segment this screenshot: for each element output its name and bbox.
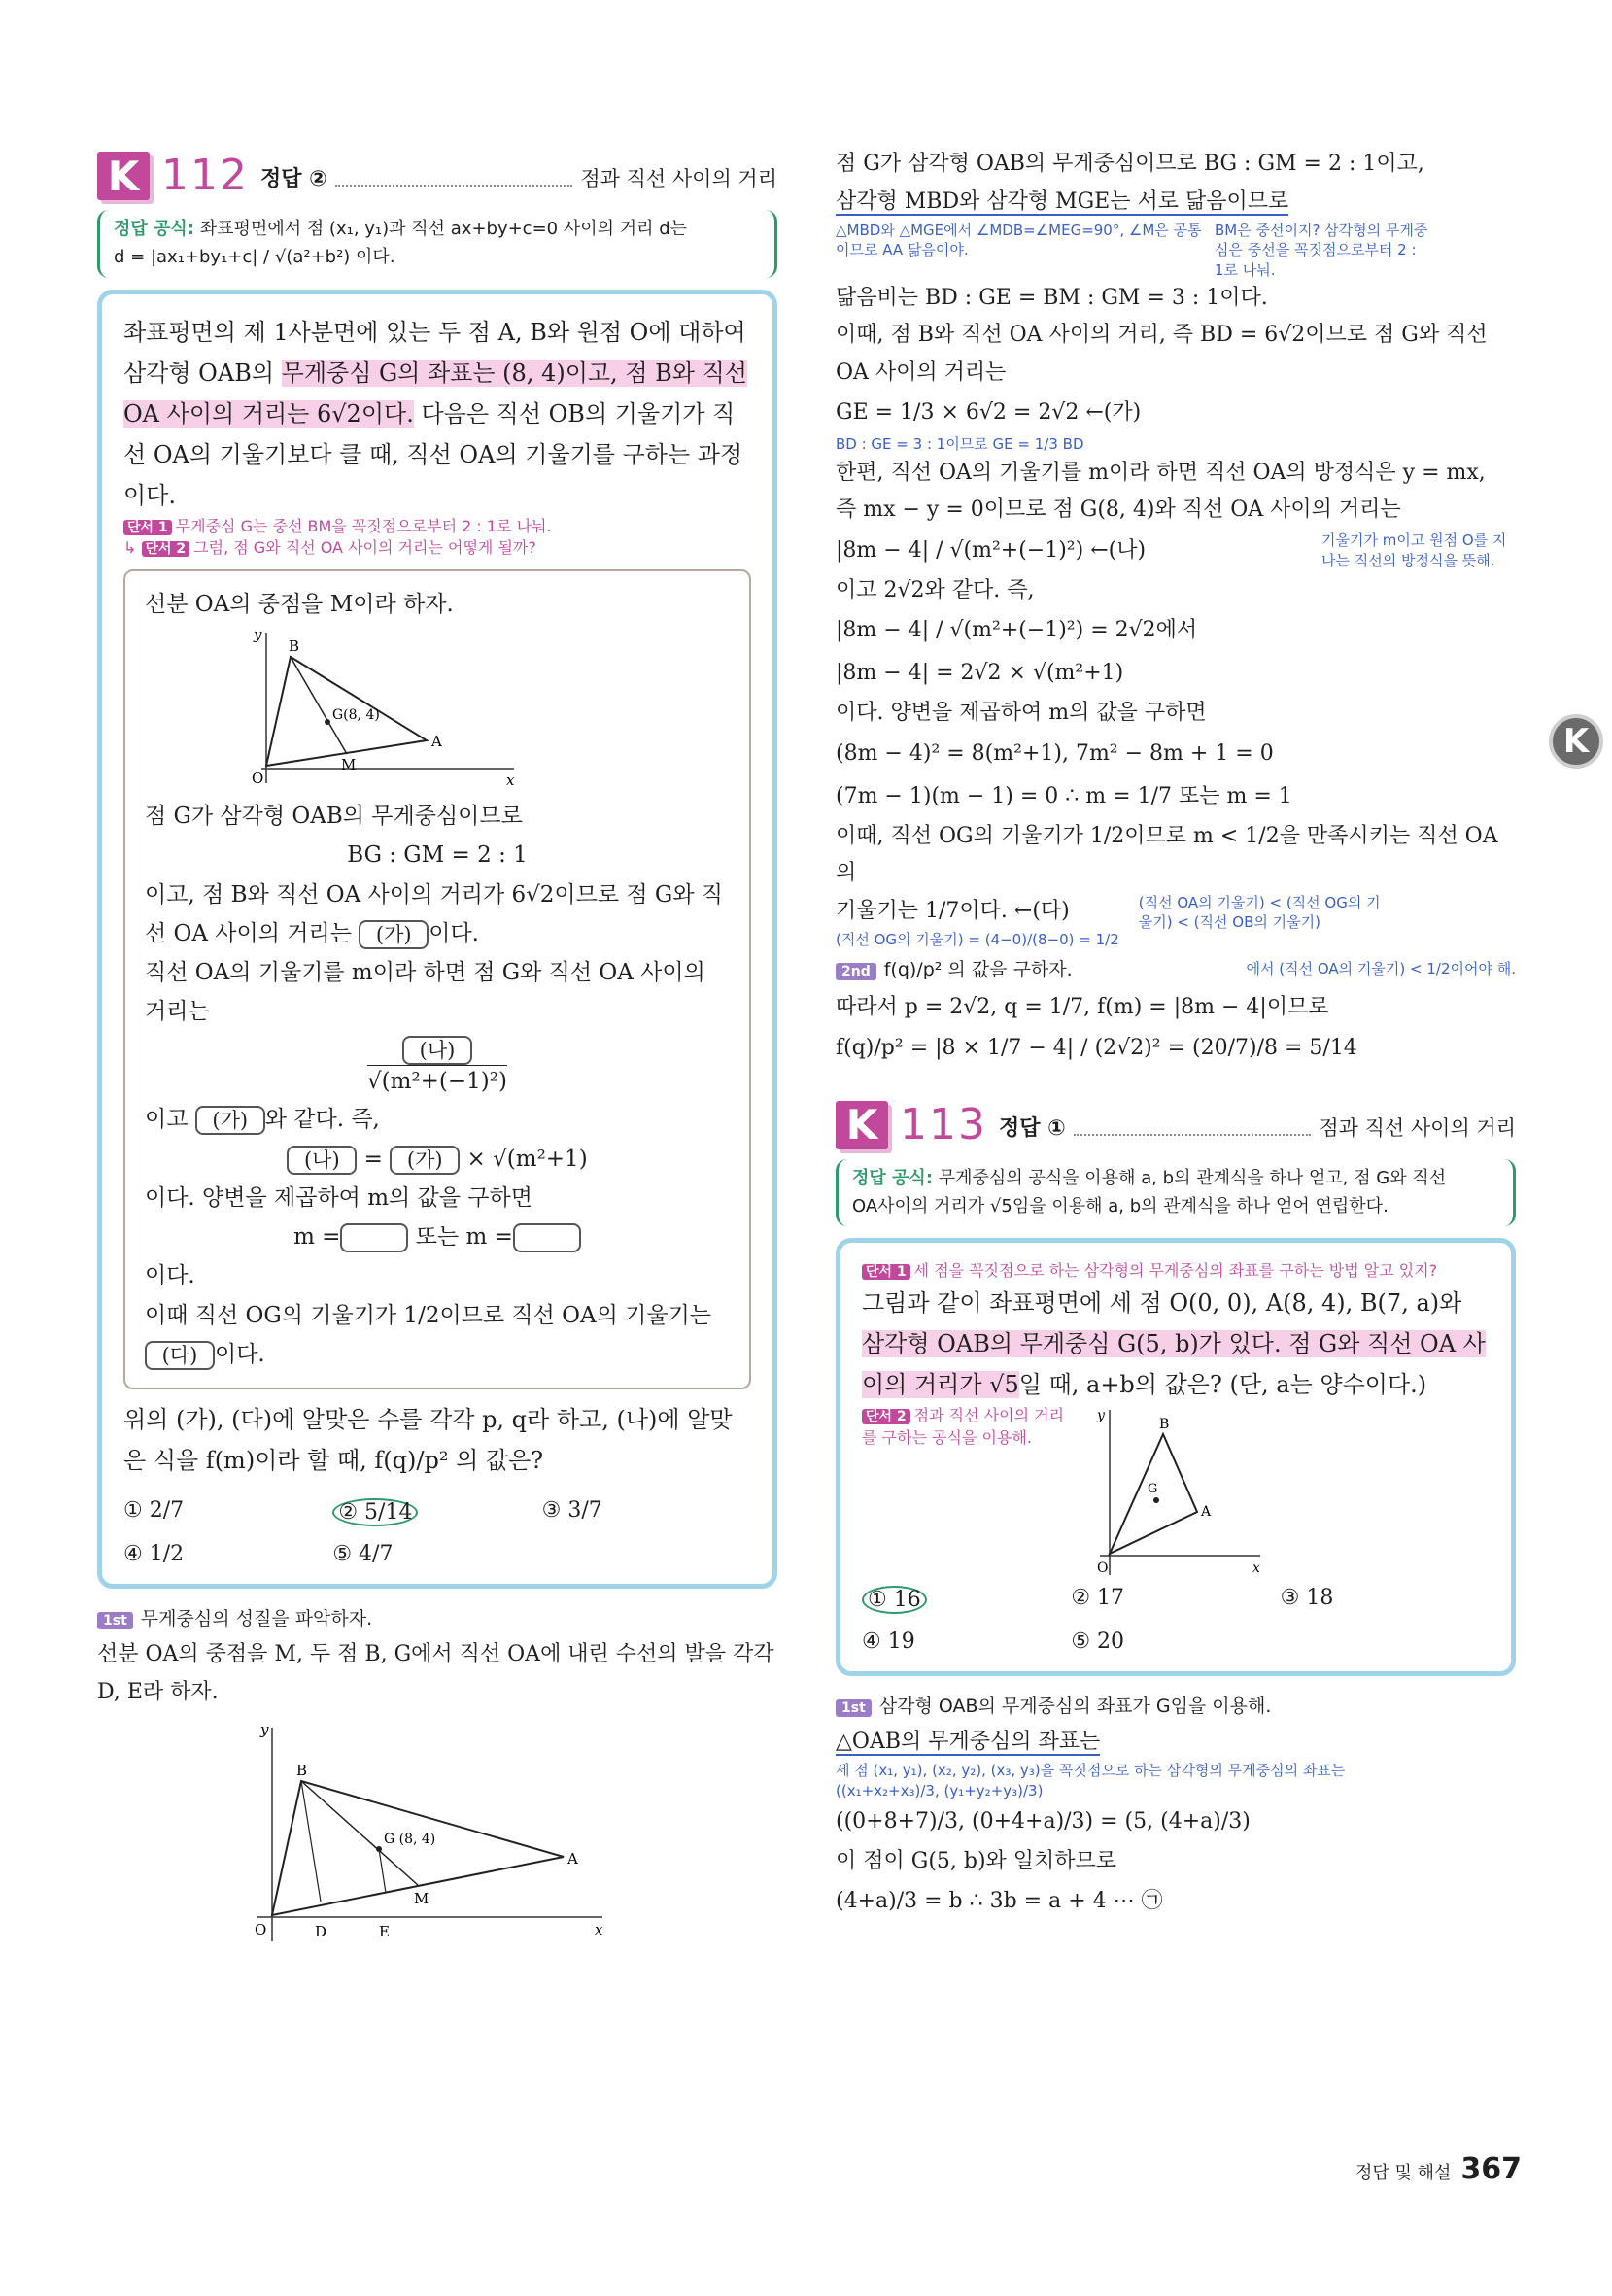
formula-line-2: d = |ax₁+by₁+c| / √(a²+b²) 이다. — [114, 246, 395, 267]
choice-2-circled: ② 5/14 — [332, 1498, 418, 1526]
solution-113-step-1 — [836, 1692, 1516, 1718]
label2-o: O — [255, 1921, 267, 1939]
solution-step-2 — [836, 955, 1073, 981]
point-g — [325, 719, 330, 725]
choice-1[interactable]: ① 2/7 — [123, 1498, 185, 1524]
label-b: B — [289, 637, 300, 656]
proof-line-8: 이다. 양변을 제곱하여 m의 값을 구하면 — [145, 1184, 532, 1211]
point-g-3 — [1153, 1497, 1159, 1503]
choice-2[interactable] — [332, 1498, 541, 1526]
blank-empty-1 — [340, 1223, 408, 1252]
proof-line-6-a: 이고 — [145, 1107, 189, 1133]
median-bm — [291, 657, 347, 754]
sol113-line-1-text: △OAB의 무게중심의 좌표는 — [836, 1729, 1101, 1754]
proof-line-6-b: 와 같다. 즉, — [264, 1107, 380, 1133]
step-1-title: 무게중심의 성질을 파악하자. — [140, 1608, 373, 1630]
right-column — [836, 146, 1516, 1923]
label-y: y — [254, 628, 262, 644]
label3-o: O — [1097, 1559, 1109, 1576]
note-oa-slope: 에서 (직선 OA의 기울기) < 1/2이어야 해. — [1246, 959, 1516, 977]
label2-e: E — [379, 1923, 390, 1941]
answer-choices — [123, 1498, 751, 1566]
sol-line-11: |8m − 4| = 2√2 × √(m²+1) — [836, 661, 1124, 685]
hint-2-tag: 단서 2 — [142, 541, 190, 557]
formula-line-1: 좌표평면에서 점 (x₁, y₁)과 직선 ax+by+c=0 사이의 거리 d는 — [199, 219, 688, 239]
label-o: O — [252, 770, 264, 788]
blank-da: (다) — [145, 1341, 215, 1370]
proof-line-4 — [145, 875, 730, 954]
blank-ga-3: (가) — [390, 1146, 460, 1175]
label2-b: B — [296, 1762, 308, 1780]
label2-y: y — [260, 1723, 269, 1739]
note-slope-order: (직선 OA의 기울기) < (직선 OG의 기울기) < (직선 OB의 기울기) — [1138, 893, 1381, 931]
proof-line-11-text: 이때 직선 OG의 기울기가 1/2이므로 직선 OA의 기울기는 — [145, 1302, 712, 1328]
label3-g: G — [1148, 1481, 1158, 1496]
choice-113-2[interactable]: ② 17 — [1071, 1585, 1125, 1610]
note-og-slope: (직선 OG의 기울기) = (4−0)/(8−0) = 1/2 — [836, 931, 1119, 948]
problem-number-113: 113 — [900, 1099, 987, 1149]
question-text — [123, 312, 751, 516]
sol-line-17: 따라서 p = 2√2, q = 1/7, f(m) = |8m − 4|이므로 — [836, 995, 1329, 1020]
proof-fraction — [145, 1036, 730, 1097]
proof-line-4-text: 이고, 점 B와 직선 OA 사이의 거리가 6√2이므로 점 G와 직선 OA 사이의 거리는 — [145, 881, 724, 946]
label-g: G(8, 4) — [332, 707, 380, 724]
q113-part-1: 그림과 같이 좌표평면에 세 점 O(0, 0), A(8, 4), B(7, a)와 — [862, 1288, 1462, 1317]
sol-line-10: |8m − 4| / √(m²+(−1)²) = 2√2에서 — [836, 618, 1198, 642]
problem-number: 112 — [161, 151, 249, 200]
note-aa-similarity: △MBD와 △MGE에서 ∠MDB=∠MEG=90°, ∠M은 공통이므로 AA 닮음이야. — [836, 222, 1202, 259]
question-highlight: 무게중심 G의 좌표는 (8, 4)이고, 점 B와 직선 OA 사이의 거리는 6√2이다. — [123, 359, 747, 428]
sol-line-7: 즉 mx − y = 0이므로 점 G(8, 4)와 직선 OA 사이의 거리는 — [836, 497, 1401, 522]
proof-line-1: 선분 OA의 중점을 M이라 하자. — [145, 591, 454, 617]
sol-line-9: 이고 2√2와 같다. 즉, — [836, 577, 1035, 602]
problem-112-header — [97, 146, 777, 200]
solution-step-1 — [97, 1604, 777, 1630]
fraction-denominator: √(m²+(−1)²) — [367, 1065, 507, 1097]
sol-line-5: GE = 1/3 × 6√2 = 2√2 ←(가) — [836, 400, 1142, 426]
proof-line-7-text: × √(m²+1) — [466, 1146, 588, 1172]
answer-label: 정답 ② — [259, 167, 327, 191]
topic-label-113: 점과 직선 사이의 거리 — [1319, 1115, 1516, 1140]
proof-box — [123, 569, 751, 1389]
label3-x: x — [1252, 1559, 1260, 1576]
step-113-1-tag: 1st — [836, 1699, 872, 1717]
q113-figure-row — [862, 1405, 1490, 1580]
left-column — [97, 146, 777, 1946]
sol-line-6: 한편, 직선 OA의 기울기를 m이라 하면 직선 OA의 방정식은 y = mx, — [836, 460, 1486, 485]
sol113-line-4: (4+a)/3 = b ∴ 3b = a + 4 ⋯ ㉠ — [836, 1889, 1163, 1914]
hint-1-text: 무게중심 G는 중선 BM을 꼭짓점으로부터 2 : 1로 나눠. — [175, 516, 552, 535]
proof-line-7: (나) = (가) × √(m²+1) — [145, 1140, 730, 1179]
k-badge-113: K — [836, 1101, 888, 1149]
sol-col-16 — [836, 893, 1119, 950]
answer-label-113: 정답 ① — [998, 1115, 1066, 1141]
formula-113-line-1: 무게중심의 공식을 이용해 a, b의 관계식을 하나 얻고, 점 G와 직선 — [938, 1167, 1447, 1188]
perpendicular-bd — [301, 1781, 321, 1902]
solution-text-1: 선분 OA의 중점을 M, 두 점 B, G에서 직선 OA에 내린 수선의 발을 각각 D, E라 하자. — [97, 1642, 774, 1704]
proof-line-9 — [145, 1217, 730, 1256]
formula-113-line-2: OA사이의 거리가 √5임을 이용해 a, b의 관계식을 하나 얻어 연립한다. — [852, 1195, 1389, 1217]
formula-label-113: 정답 공식: — [852, 1167, 934, 1188]
side-tab-k[interactable]: K — [1549, 714, 1603, 769]
question-113-text — [862, 1283, 1490, 1405]
triangle-figure-3 — [1085, 1405, 1270, 1580]
blank-na: (나) — [402, 1036, 472, 1065]
sol113-line-3: 이 점이 G(5, b)와 일치하므로 — [836, 1848, 1117, 1873]
note-line-equation: 기울기가 m이고 원점 O를 지나는 직선의 방정식을 뜻해. — [1321, 531, 1507, 569]
sol-line-1: 점 G가 삼각형 OAB의 무게중심이므로 BG : GM = 2 : 1이고, — [836, 152, 1424, 176]
proof-line-6 — [145, 1100, 730, 1139]
label3-b: B — [1159, 1416, 1170, 1432]
k-badge: K — [97, 152, 150, 200]
topic-label: 점과 직선 사이의 거리 — [580, 167, 777, 190]
label-x: x — [506, 771, 515, 790]
sol-line-16: 기울기는 1/7이다. ←(다) — [836, 898, 1070, 923]
sol-line-12: 이다. 양변을 제곱하여 m의 값을 구하면 — [836, 701, 1207, 725]
footer-label: 정답 및 해설 — [1355, 2163, 1452, 2183]
proof-line-10: 이다. — [145, 1263, 195, 1289]
blank-empty-2 — [513, 1223, 581, 1252]
choice-113-5[interactable]: ⑤ 20 — [1071, 1628, 1125, 1654]
question-part-2: 다음은 직선 OB의 기울기가 직선 OA의 기울기보다 클 때, 직선 OA의 기울기를 구하는 과정이다. — [123, 399, 743, 509]
sol-line-14: (7m − 1)(m − 1) = 0 ∴ m = 1/7 또는 m = 1 — [836, 783, 1292, 808]
proof-line-9-a: m = — [293, 1224, 341, 1251]
sol-line-4: 이때, 점 B와 직선 OA 사이의 거리, 즉 BD = 6√2이므로 점 G와 직선 OA 사이의 거리는 — [836, 323, 1488, 385]
dotted-leader-113 — [1074, 1134, 1312, 1136]
sol-line-2 — [836, 184, 1516, 222]
answer-formula-box — [97, 210, 777, 278]
sol-row-8 — [836, 530, 1516, 572]
dotted-leader — [335, 185, 573, 187]
sol-line-2-text: 삼각형 MBD와 삼각형 MGE는 서로 닮음이므로 — [836, 188, 1289, 214]
q113-highlight: 삼각형 OAB의 무게중심 G(5, b)가 있다. 점 G와 직선 OA 사이의 거리가 √5 — [862, 1329, 1486, 1398]
label2-x: x — [595, 1921, 603, 1939]
label-a: A — [431, 733, 442, 751]
proof-line-4-end: 이다. — [429, 920, 479, 946]
sol-row-16 — [836, 893, 1516, 950]
triangle-figure-1 — [232, 628, 524, 793]
proof-line-11 — [145, 1296, 730, 1375]
sol-line-18: f(q)/p² = |8 × 1/7 − 4| / (2√2)² = (20/7)/8 = 5/14 — [836, 1035, 1357, 1060]
hint-2: ↳ 단서 2 그럼, 점 G와 직선 OA 사이의 거리는 어떻게 될까? — [123, 538, 536, 558]
sol-notes-row-1 — [836, 221, 1516, 280]
hint-2-text: 그럼, 점 G와 직선 OA 사이의 거리는 어떻게 될까? — [193, 538, 536, 558]
question-box-113 — [836, 1238, 1516, 1676]
choice-5[interactable]: ⑤ 4/7 — [332, 1542, 394, 1567]
label3-a: A — [1201, 1503, 1212, 1520]
step-2-title: f(q)/p² 의 값을 구하자. — [883, 959, 1073, 981]
label2-g: G (8, 4) — [384, 1832, 436, 1848]
step-2-tag: 2nd — [836, 963, 876, 980]
label2-m: M — [414, 1890, 429, 1908]
proof-line-9-b: 또는 m = — [415, 1224, 513, 1251]
answer-formula-box-113 — [836, 1159, 1516, 1227]
step-113-1-title: 삼각형 OAB의 무게중심의 좌표가 G임을 이용해. — [878, 1695, 1272, 1717]
choice-3[interactable]: ③ 3/7 — [541, 1498, 602, 1524]
problem-113-header — [836, 1095, 1516, 1149]
hint-113-2-tag: 단서 2 — [862, 1409, 910, 1424]
label-m: M — [341, 756, 357, 774]
note-centroid-formula: ((x₁+x₂+x₃)/3, (y₁+y₂+y₃)/3) — [836, 1781, 1044, 1799]
proof-line-5: 직선 OA의 기울기를 m이라 하면 점 G와 직선 OA 사이의 거리는 — [145, 960, 705, 1025]
sol-line-8: |8m − 4| / √(m²+(−1)²) ←(나) — [836, 537, 1147, 563]
sol-line-15: 이때, 직선 OG의 기울기가 1/2이므로 m < 1/2을 만족시키는 직선 OA의 — [836, 823, 1498, 885]
point-g-2 — [376, 1846, 382, 1852]
note-median: BM은 중선이지? 삼각형의 무게중심은 중선을 꼭짓점으로부터 2 : 1로 나눠. — [1215, 222, 1428, 279]
question-part-1: 좌표평면의 제 1사분면에 있는 두 점 A, B와 원점 O에 대하여 삼각형 OAB의 — [123, 318, 746, 387]
choice-113-1[interactable] — [862, 1586, 1071, 1614]
hint-113-1 — [862, 1260, 1490, 1283]
sol-line-3: 닮음비는 BD : GE = BM : GM = 3 : 1이다. — [836, 285, 1268, 310]
blank-ga: (가) — [359, 920, 429, 949]
hint-113-1-text: 세 점을 꼭짓점으로 하는 삼각형의 무게중심의 좌표를 구하는 방법 알고 있지? — [913, 1261, 1438, 1281]
page-footer — [1355, 2152, 1522, 2186]
sol-line-13: (8m − 4)² = 8(m²+1), 7m² − 8m + 1 = 0 — [836, 740, 1274, 766]
choice-113-1-circled: ① 16 — [862, 1586, 927, 1614]
choice-113-3[interactable]: ③ 18 — [1280, 1585, 1334, 1610]
sol-row-step2 — [836, 955, 1516, 981]
step-1-tag: 1st — [97, 1612, 133, 1629]
q113-part-2: 일 때, a+b의 값은? (단, a는 양수이다.) — [1018, 1370, 1427, 1398]
proof-line-3: BG : GM = 2 : 1 — [347, 842, 528, 869]
label2-d: D — [315, 1923, 327, 1941]
hint-1-tag: 단서 1 — [123, 520, 172, 535]
label3-y: y — [1097, 1407, 1105, 1423]
sol113-line-1 — [836, 1724, 1516, 1762]
choice-4[interactable]: ④ 1/2 — [123, 1542, 185, 1567]
proof-line-11-end: 이다. — [215, 1341, 265, 1367]
note-ratio: BD : GE = 3 : 1이므로 GE = 1/3 BD — [836, 435, 1084, 454]
note-centroid: 세 점 (x₁, y₁), (x₂, y₂), (x₃, y₃)을 꼭짓점으로 하는 삼각형의 무게중심의 좌표는 — [836, 1762, 1346, 1780]
blank-ga-2: (가) — [195, 1106, 265, 1135]
question-box — [97, 290, 777, 1590]
page-number: 367 — [1460, 2152, 1523, 2186]
answer-choices-113 — [862, 1586, 1490, 1654]
triangle-figure-2 — [243, 1723, 612, 1946]
hint-113-1-tag: 단서 1 — [862, 1264, 910, 1280]
proof-line-2: 점 G가 삼각형 OAB의 무게중심이므로 — [145, 804, 523, 830]
hint-1 — [123, 516, 751, 538]
question-after: 위의 (가), (다)에 알맞은 수를 각각 p, q라 하고, (나)에 알맞은 식을 f(m)이라 할 때, f(q)/p² 의 값은? — [123, 1406, 733, 1475]
label2-a: A — [567, 1850, 578, 1868]
sol113-line-2: ((0+8+7)/3, (0+4+a)/3) = (5, (4+a)/3) — [836, 1808, 1251, 1833]
formula-label: 정답 공식: — [114, 219, 195, 239]
choice-113-4[interactable]: ④ 19 — [862, 1628, 915, 1654]
blank-na-2: (나) — [287, 1146, 357, 1175]
hint-113-2 — [862, 1405, 1066, 1449]
hint-113-2-text: 점과 직선 사이의 거리를 구하는 공식을 이용해. — [862, 1405, 1065, 1447]
